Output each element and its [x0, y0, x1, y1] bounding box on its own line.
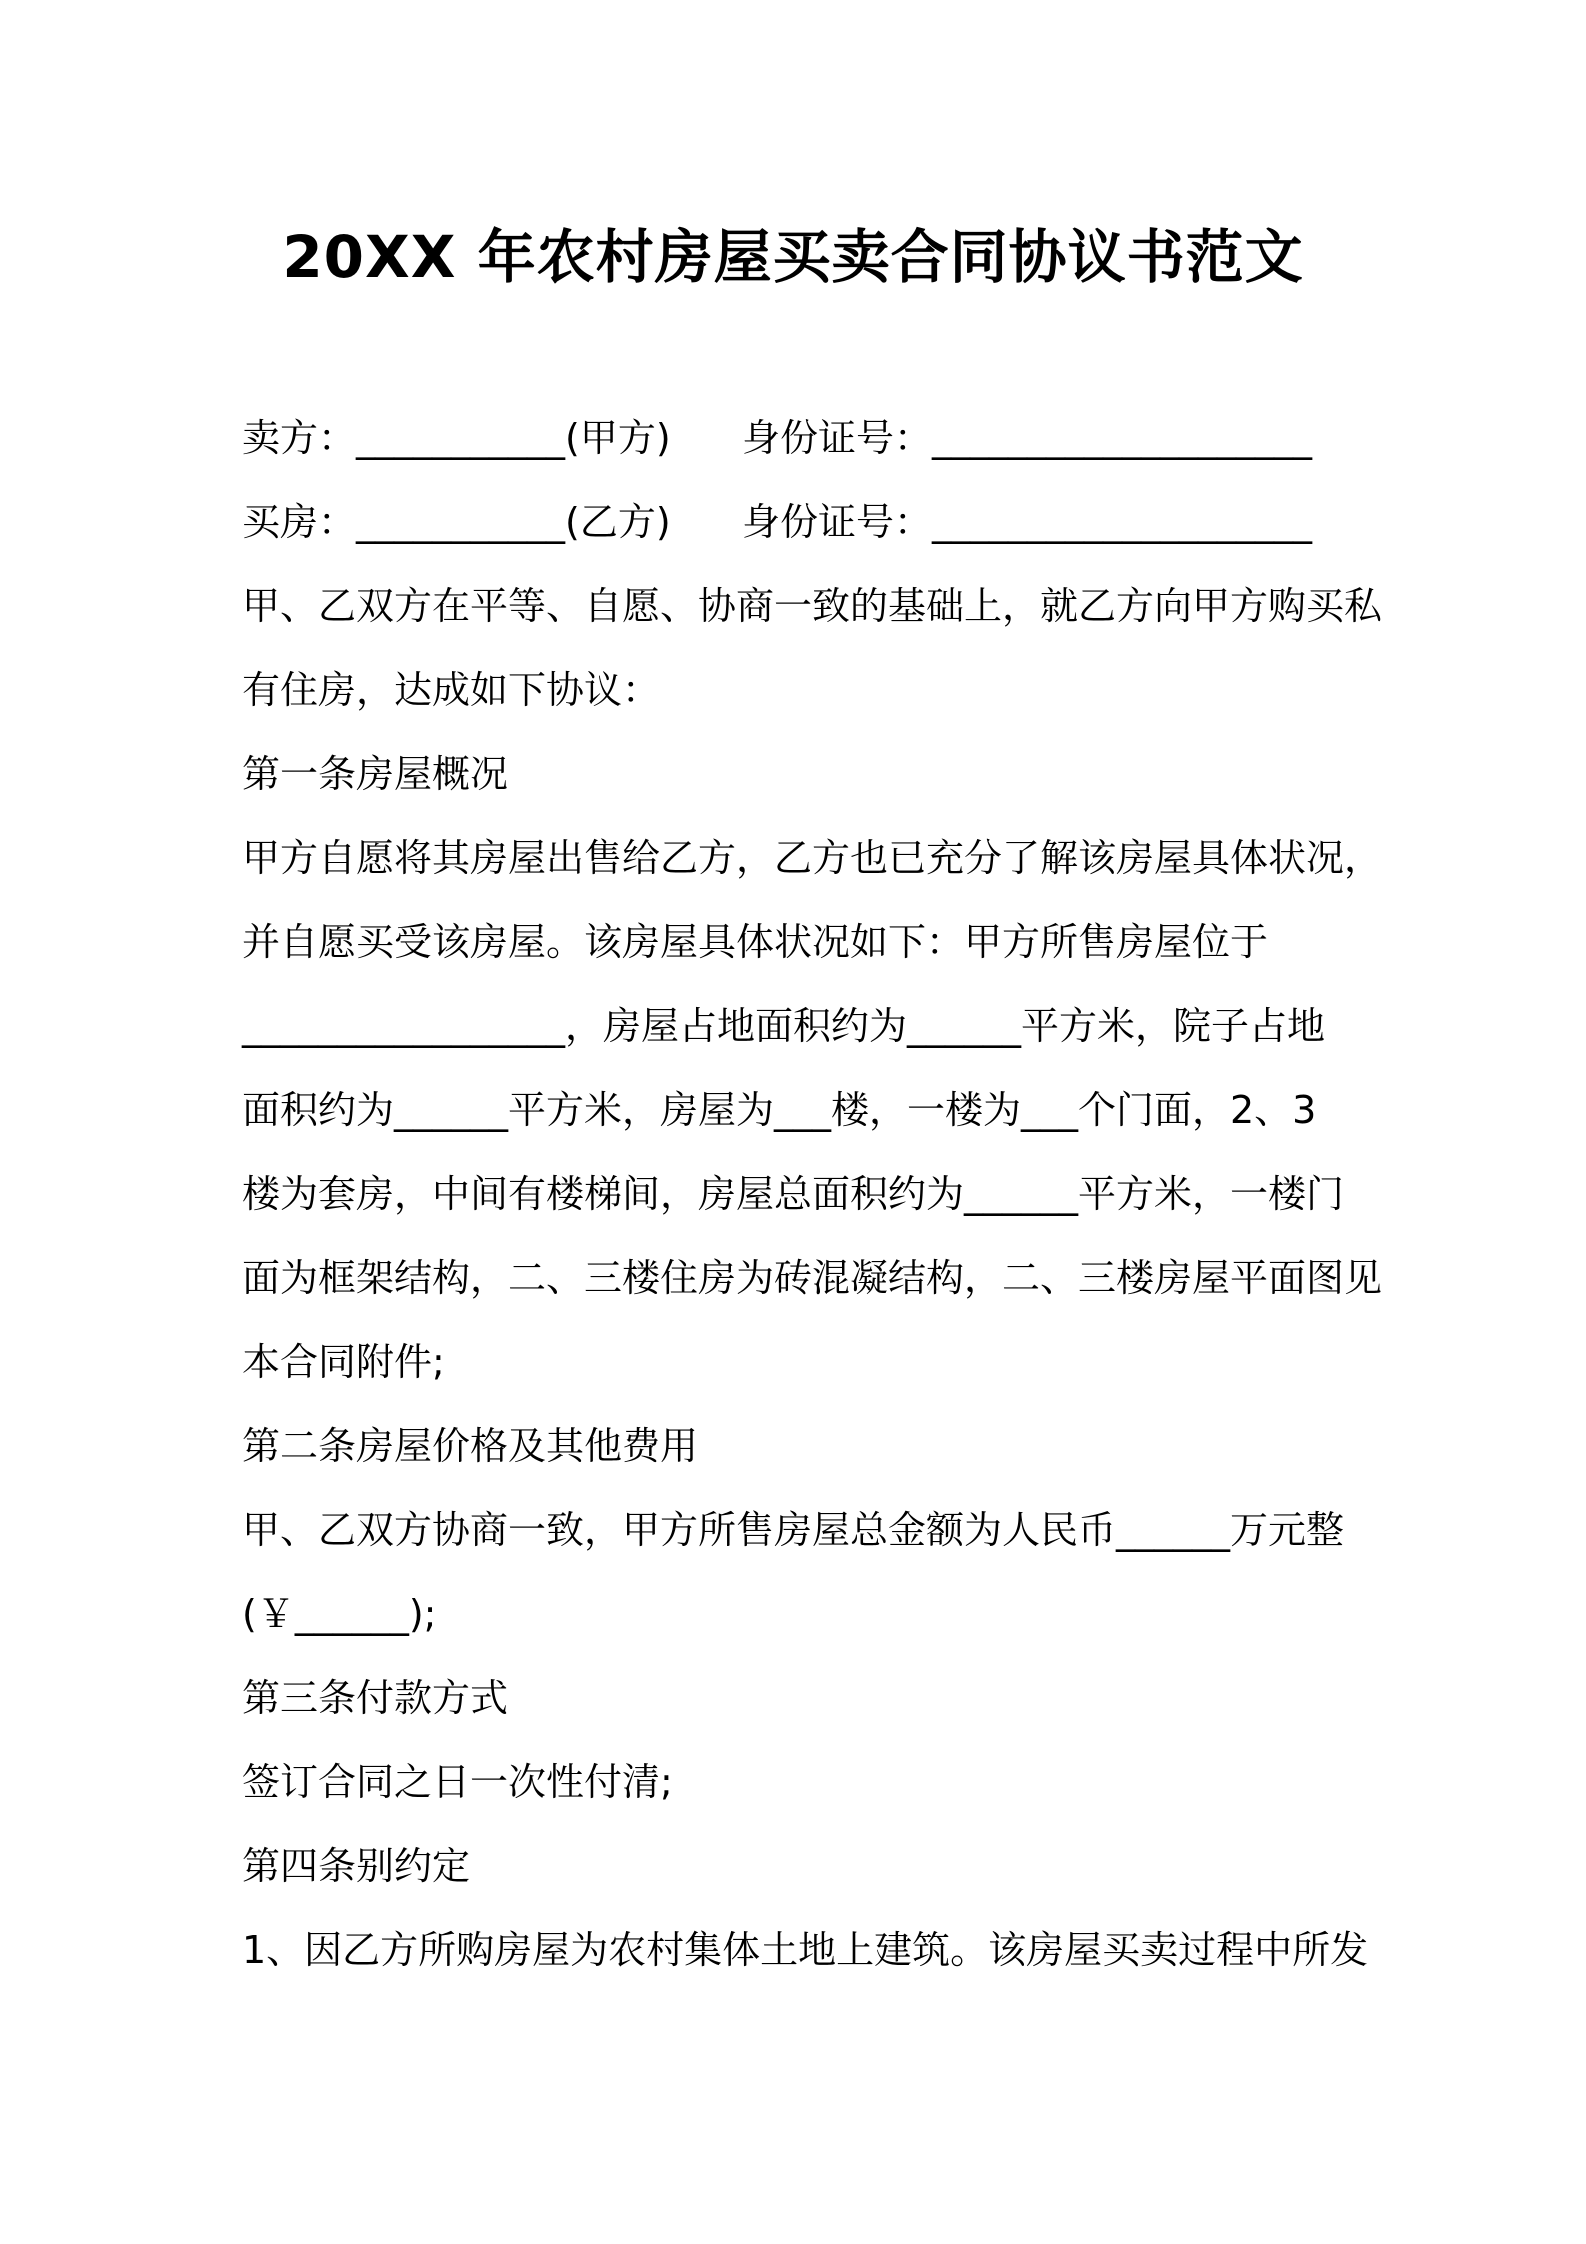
document-title: 20XX 年农村房屋买卖合同协议书范文: [282, 223, 1304, 291]
party-buyer-line: [242, 480, 1362, 564]
paragraph-line: 并自愿买受该房屋。该房屋具体状况如下：甲方所售房屋位于: [242, 920, 1269, 964]
paragraph-line: _________________，房屋占地面积约为______平方米，院子占地: [242, 1004, 1326, 1048]
paragraph-line: 有住房，达成如下协议：: [242, 668, 661, 712]
paragraph-line: 面为框架结构，二、三楼住房为砖混凝结构，二、三楼房屋平面图见: [242, 1256, 1383, 1300]
paragraph-line: 面积约为______平方米，房屋为___楼，一楼为___个门面，2、3: [242, 1088, 1317, 1132]
clause-heading-2: 第二条房屋价格及其他费用: [242, 1424, 699, 1468]
paragraph-line: (￥______);: [242, 1592, 437, 1636]
document-body: [242, 396, 1383, 1992]
buyer-field: 买房：___________(乙方): [242, 500, 671, 544]
paragraph-line: 1、因乙方所购房屋为农村集体土地上建筑。该房屋买卖过程中所发: [242, 1928, 1369, 1972]
paragraph-line: 甲、乙双方协商一致，甲方所售房屋总金额为人民币______万元整: [242, 1508, 1345, 1552]
party-seller-line: [242, 396, 1362, 480]
paragraph-line: 甲方自愿将其房屋出售给乙方，乙方也已充分了解该房屋具体状况，: [242, 836, 1383, 880]
seller-field: 卖方：___________(甲方): [242, 416, 671, 460]
buyer-id-field: 身份证号：____________________: [742, 500, 1313, 544]
clause-heading-3: 第三条付款方式: [242, 1676, 509, 1720]
paragraph-line: 楼为套房，中间有楼梯间，房屋总面积约为______平方米，一楼门: [242, 1172, 1345, 1216]
seller-id-field: 身份证号：____________________: [742, 416, 1313, 460]
paragraph-line: 甲、乙双方在平等、自愿、协商一致的基础上，就乙方向甲方购买私: [242, 584, 1383, 628]
clause-heading-1: 第一条房屋概况: [242, 752, 509, 796]
paragraph-line: 本合同附件;: [242, 1340, 445, 1384]
clause-heading-4: 第四条别约定: [242, 1844, 471, 1888]
paragraph-line: 签订合同之日一次性付清;: [242, 1760, 673, 1804]
